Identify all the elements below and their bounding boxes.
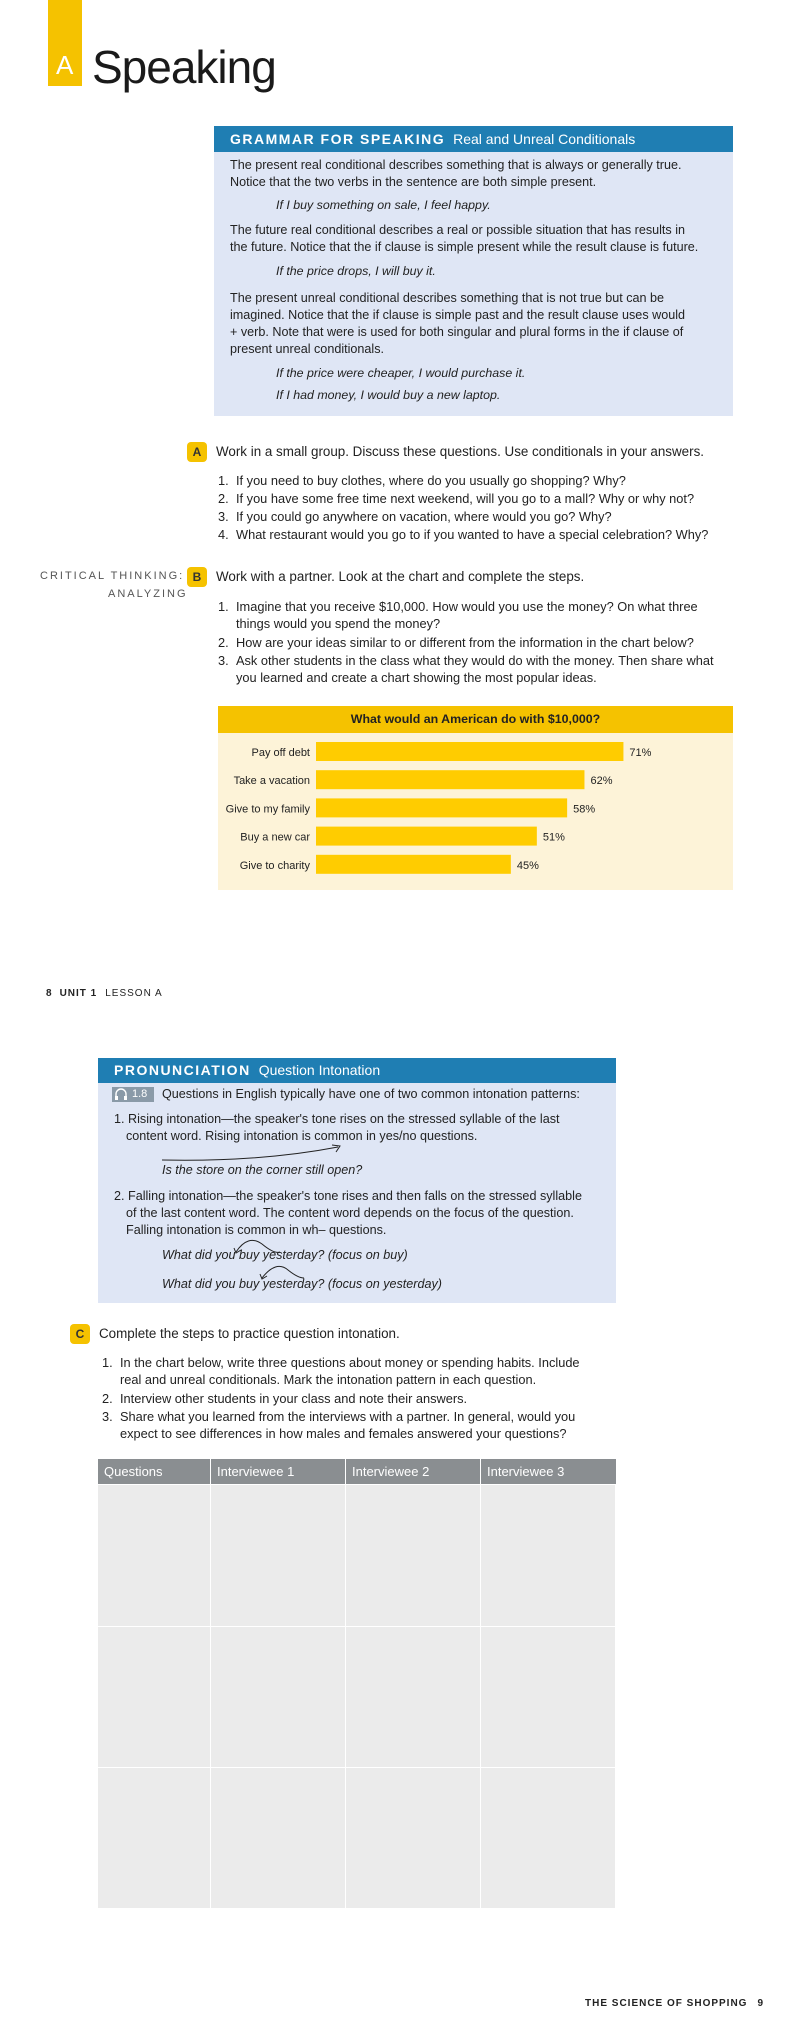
table-cell[interactable] [346,1485,481,1627]
grammar-text: imagined. Notice that the if clause is simple past and the result clause uses would [230,308,686,322]
grammar-heading: GRAMMAR FOR SPEAKING [230,131,446,147]
category-label: Give to my family [225,803,310,816]
table-header-questions: Questions [98,1459,210,1484]
table-header-interviewee-3: Interviewee 3 [481,1459,616,1484]
bar [316,770,584,789]
activity-a-instruction: Work in a small group. Discuss these questions. Use conditionals in your answers. [216,444,704,459]
page-footer-left [46,988,163,999]
grammar-header [214,126,733,152]
page-number: 9 [757,1998,765,2009]
headphones-icon [114,1088,128,1101]
pronunciation-text: Falling intonation is common in wh– questions. [126,1223,387,1237]
audio-track-number: 1.8 [132,1088,148,1100]
table-cell[interactable] [346,1768,481,1909]
pronunciation-example: What did you buy yesterday? (focus on buy) [162,1248,408,1262]
table-cell[interactable] [98,1627,211,1768]
bar [316,742,623,761]
activity-badge-a: A [187,442,207,462]
list-item: 2. If you have some free time next weekend, will you go to a mall? Why or why not? [218,491,695,506]
page-title: Speaking [92,41,276,93]
list-item: 2. How are your ideas similar to or different from the information in the chart below? [218,635,694,650]
grammar-subheading: Real and Unreal Conditionals [453,131,636,147]
table-cell[interactable] [481,1627,616,1768]
table-header-interviewee-1: Interviewee 1 [211,1459,345,1484]
pronunciation-text: 1. Rising intonation—the speaker's tone rises on the stressed syllable of the last [114,1112,560,1126]
list-item: 4. What restaurant would you go to if you wanted to have a special celebration? Why? [218,527,709,542]
category-label: Pay off debt [251,747,310,759]
category-label: Buy a new car [240,831,310,844]
activity-badge-b: B [187,567,207,587]
table-cell[interactable] [481,1768,616,1909]
critical-thinking-label: CRITICAL THINKING: [40,570,185,582]
table-cell[interactable] [98,1768,211,1909]
grammar-text: Notice that the two verbs in the sentence are both simple present. [230,175,597,189]
grammar-text: + verb. Note that were is used for both singular and plural forms in the if clause of [230,325,684,339]
lesson-label: LESSON A [105,988,163,999]
bar-chart [218,733,733,890]
list-item: 3. If you could go anywhere on vacation, where would you go? Why? [218,509,612,524]
pronunciation-heading: PRONUNCIATION [114,1062,251,1078]
page-footer-right [585,1998,764,2009]
grammar-example: If I buy something on sale, I feel happy. [276,198,491,212]
list-item: 3. Share what you learned from the interviews with a partner. In general, would you expect to see differences in how males and females answered your questions? [102,1409,576,1441]
grammar-text: present unreal conditionals. [230,342,385,356]
section-letter: A [56,50,74,80]
book-title: THE SCIENCE OF SHOPPING [585,1998,748,2009]
value-label: 58% [573,803,596,816]
bar [316,855,511,874]
value-label: 62% [590,775,613,788]
table-cell[interactable] [98,1485,211,1627]
critical-thinking-sublabel: ANALYZING [108,588,188,600]
value-label: 51% [542,831,565,844]
list-item: 1. Imagine that you receive $10,000. How would you use the money? On what three things would you spend the money? [218,599,698,631]
pronunciation-example: Is the store on the corner still open? [162,1163,363,1177]
table-cell[interactable] [211,1627,346,1768]
table-cell[interactable] [211,1768,346,1909]
pronunciation-text: of the last content word. The content word depends on the focus of the question. [126,1206,574,1220]
category-label: Give to charity [239,859,310,872]
list-item: 3. Ask other students in the class what they would do with the money. Then share what you learned and create a chart showing the most popular ideas. [218,653,714,685]
bar [316,827,537,846]
pronunciation-header [98,1058,616,1083]
list-item: 1. In the chart below, write three questions about money or spending habits. Include real and unreal conditionals. Mark the intonation pattern in each question. [102,1355,580,1387]
table-header-interviewee-2: Interviewee 2 [346,1459,480,1484]
grammar-example: If the price were cheaper, I would purchase it. [276,366,526,380]
unit-label: UNIT 1 [59,988,98,999]
list-item: 2. Interview other students in your class and note their answers. [102,1391,468,1406]
grammar-text: The future real conditional describes a real or possible situation that has results in [230,223,686,237]
pronunciation-subheading: Question Intonation [258,1062,381,1078]
activity-b-instruction: Work with a partner. Look at the chart and complete the steps. [216,569,585,584]
value-label: 45% [516,859,539,872]
grammar-text: the future. Notice that the if clause is simple present while the result clause is future. [230,240,699,254]
bar [316,798,567,817]
grammar-example: If I had money, I would buy a new laptop. [276,388,501,402]
page-number: 8 [46,988,52,999]
list-item: 1. If you need to buy clothes, where do you usually go shopping? Why? [218,473,626,488]
grammar-text: The present real conditional describes something that is always or generally true. [230,158,682,172]
table-cell[interactable] [481,1485,616,1627]
pronunciation-text: 2. Falling intonation—the speaker's tone rises and then falls on the stressed syllable [114,1189,582,1203]
table-cell[interactable] [346,1627,481,1768]
table-cell[interactable] [211,1485,346,1627]
audio-track-button[interactable] [112,1087,154,1102]
chart-title: What would an American do with $10,000? [350,712,601,726]
activity-c-instruction: Complete the steps to practice question intonation. [99,1326,400,1341]
pronunciation-example: What did you buy yesterday? (focus on yesterday) [162,1277,443,1291]
activity-badge-c: C [70,1324,90,1344]
value-label: 71% [629,747,652,759]
grammar-example: If the price drops, I will buy it. [276,264,436,278]
category-label: Take a vacation [233,775,310,788]
pronunciation-text: content word. Rising intonation is common in yes/no questions. [126,1129,478,1143]
pronunciation-intro: Questions in English typically have one of two common intonation patterns: [162,1087,580,1101]
grammar-text: The present unreal conditional describes something that is not true but can be [230,291,665,305]
